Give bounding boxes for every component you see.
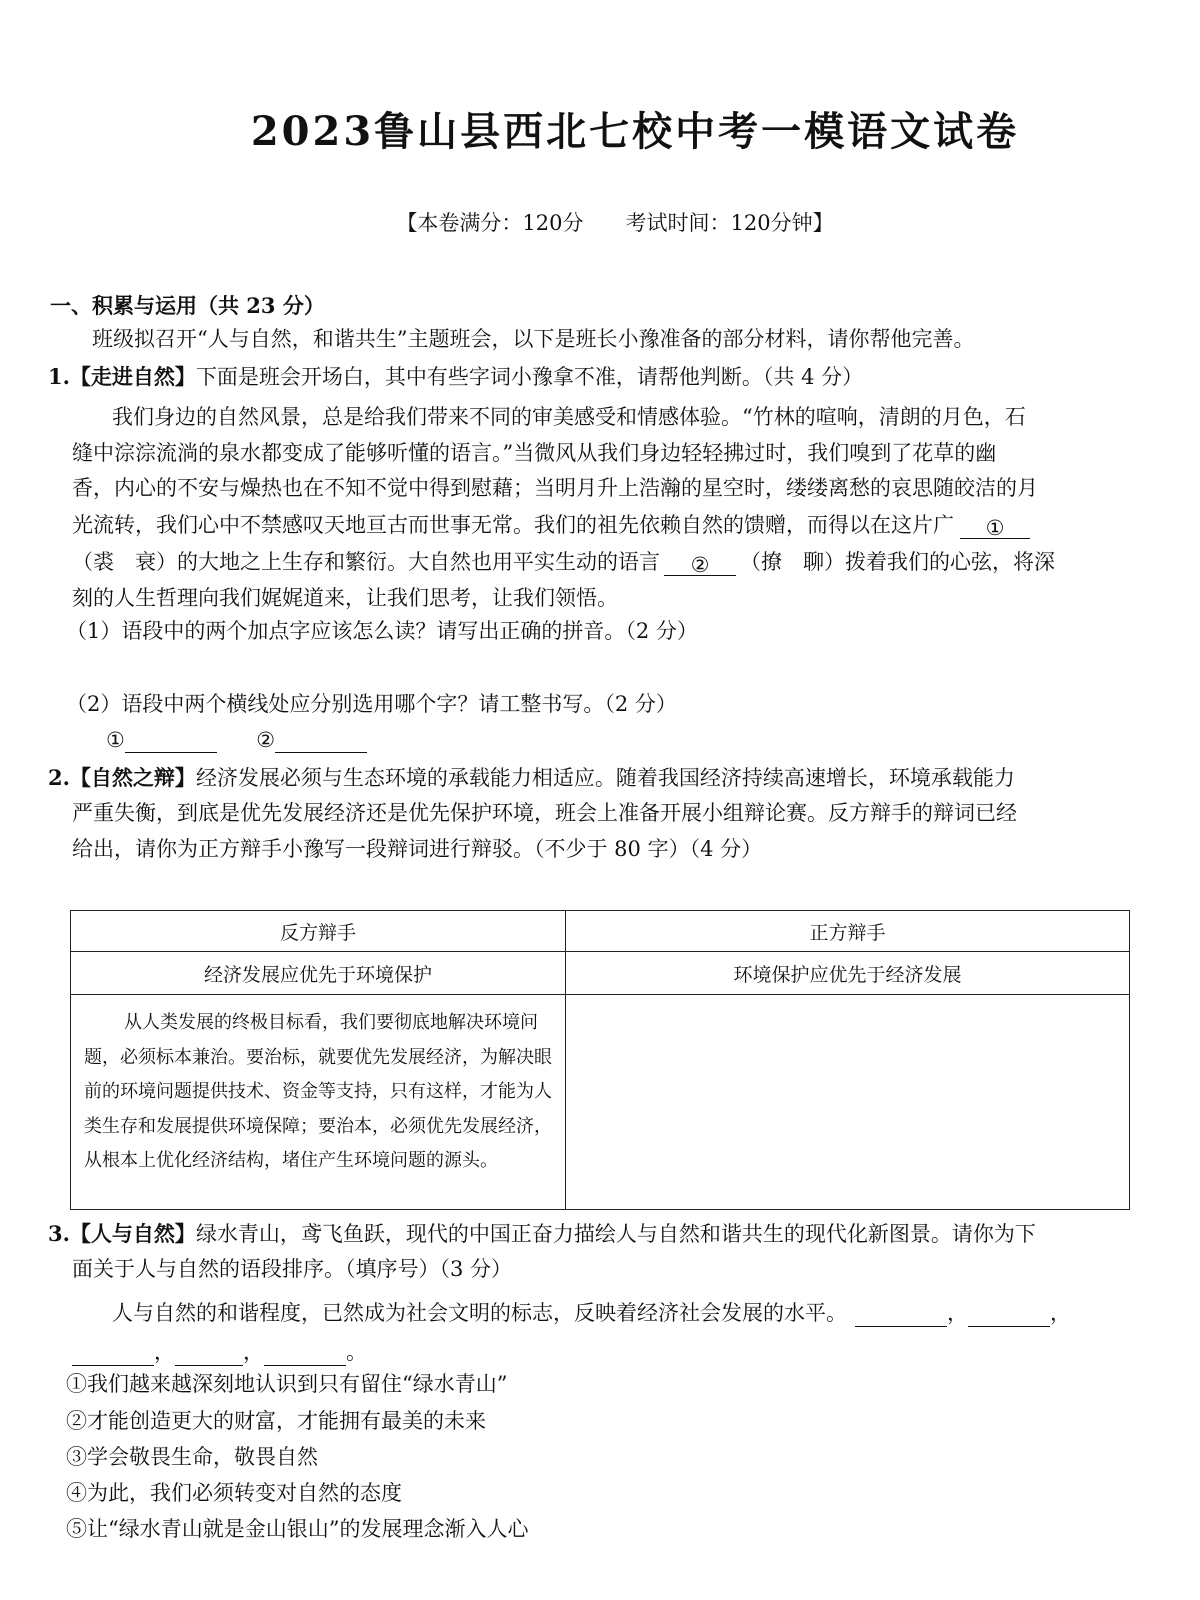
q1-answer-blanks: ① ② xyxy=(106,728,367,753)
q1-passage-line: （裘 衰）的大地之上生存和繁衍。大自然也用平实生动的语言 ② （撩 聊）拨着我们的心弦，将深 xyxy=(72,550,1055,577)
q3-option: ①我们越来越深刻地认识到只有留住“绿水青山” xyxy=(66,1372,508,1396)
question-2-text-line: 给出，请你为正方辩手小豫写一段辩词进行辩驳。（不少于 80 字）（4 分） xyxy=(72,837,763,861)
blank-2: ② xyxy=(664,553,736,576)
question-1-text: 下面是班会开场白，其中有些字词小豫拿不准，请帮他判断。（共 4 分） xyxy=(195,365,864,389)
q3-passage: 人与自然的和谐程度，已然成为社会文明的标志，反映着经济社会发展的水平。 ， ， xyxy=(112,1301,1071,1325)
question-3-text: 绿水青山，鸢飞鱼跃，现代的中国正奋力描绘人与自然和谐共生的现代化新图景。请你为下 xyxy=(195,1222,1036,1246)
debate-stance-con: 经济发展应优先于环境保护 xyxy=(71,952,566,995)
blank-1: ① xyxy=(960,516,1030,539)
q1-passage-line: 香，内心的不安与燥热也在不知不觉中得到慰藉；当明月升上浩瀚的星空时，缕缕离愁的哀思随皎洁的月 xyxy=(72,476,1038,500)
order-blank-3[interactable] xyxy=(72,1343,154,1366)
answer-blank-1[interactable] xyxy=(125,730,217,753)
debate-table xyxy=(70,910,1130,1210)
q3-option: ②才能创造更大的财富，才能拥有最美的未来 xyxy=(66,1409,486,1433)
debate-argument-pro-answer-area[interactable] xyxy=(566,995,1130,1210)
order-blank-4[interactable] xyxy=(175,1343,243,1366)
question-3 xyxy=(48,1221,1036,1247)
q3-passage-line: ， ， 。 xyxy=(72,1336,367,1366)
order-blank-2[interactable] xyxy=(968,1304,1050,1327)
question-2-text-line: 严重失衡，到底是优先发展经济还是优先保护环境，班会上准备开展小组辩论赛。反方辩手的辩词已经 xyxy=(72,801,1017,825)
q1-passage-line: 我们身边的自然风景，总是给我们带来不同的审美感受和情感体验。“竹林的喧响，清朗的月色，石 xyxy=(112,405,1026,429)
q1-sub-question-2: （2）语段中两个横线处应分别选用哪个字？请工整书写。（2 分） xyxy=(66,692,677,716)
question-3-text-line: 面关于人与自然的语段排序。（填序号）（3 分） xyxy=(72,1257,513,1281)
question-2-tag: 2.【自然之辩】 xyxy=(48,765,196,790)
q1-passage-line: 缝中淙淙流淌的泉水都变成了能够听懂的语言。”当微风从我们身边轻轻拂过时，我们嗅到了花草的幽 xyxy=(72,441,997,465)
q1-sub-question-1: （1）语段中的两个加点字应该怎么读？请写出正确的拼音。（2 分） xyxy=(66,619,698,643)
debate-argument-con-cell xyxy=(71,995,566,1210)
exam-subtitle: 【本卷满分：120分 考试时间：120分钟】 xyxy=(396,211,834,235)
debate-stance-pro: 环境保护应优先于经济发展 xyxy=(566,952,1130,995)
exam-title: 2023鲁山县西北七校中考一模语文试卷 xyxy=(250,108,1020,155)
question-2 xyxy=(48,765,1015,791)
question-2-text: 经济发展必须与生态环境的承载能力相适应。随着我国经济持续高速增长，环境承载能力 xyxy=(195,766,1015,790)
debate-argument-con: 从人类发展的终极目标看，我们要彻底地解决环境问题，必须标本兼治。要治标，就要优先发展经济，为解决眼前的环境问题提供技术、资金等支持，只有这样，才能为人类生存和发展提供环境保障；要治本，必须优先发展经济，从根本上优化经济结构，堵住产生环境问题的源头。 xyxy=(84,1012,552,1171)
section-heading: 一、积累与运用（共 23 分） xyxy=(50,293,325,318)
q3-option: ③学会敬畏生命，敬畏自然 xyxy=(66,1445,318,1469)
q3-option: ④为此，我们必须转变对自然的态度 xyxy=(66,1481,402,1505)
answer-blank-2[interactable] xyxy=(275,730,367,753)
section-intro: 班级拟召开“人与自然，和谐共生”主题班会，以下是班长小豫准备的部分材料，请你帮他完善。 xyxy=(92,327,975,351)
debate-header-con: 反方辩手 xyxy=(71,911,566,952)
order-blank-1[interactable] xyxy=(855,1304,947,1327)
order-blank-5[interactable] xyxy=(264,1343,346,1366)
debate-header-pro: 正方辩手 xyxy=(566,911,1130,952)
question-1-tag: 1.【走进自然】 xyxy=(48,364,196,389)
question-3-tag: 3.【人与自然】 xyxy=(48,1221,196,1246)
q1-passage-line: 光流转，我们心中不禁感叹天地亘古而世事无常。我们的祖先依赖自然的馈赠，而得以在这片广 ① xyxy=(72,509,1030,539)
q3-option: ⑤让“绿水青山就是金山银山”的发展理念渐入人心 xyxy=(66,1517,529,1541)
question-1 xyxy=(48,364,863,390)
q1-passage-line: 刻的人生哲理向我们娓娓道来，让我们思考，让我们领悟。 xyxy=(72,586,618,610)
